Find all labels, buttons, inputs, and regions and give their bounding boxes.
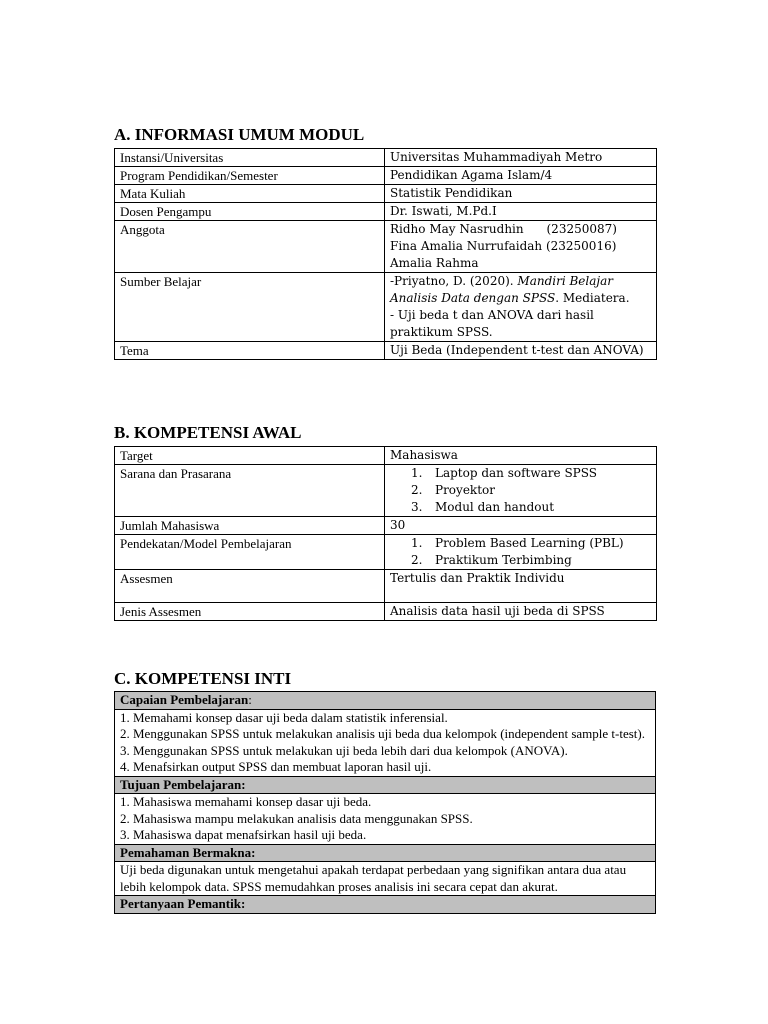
table-row	[115, 221, 657, 273]
list-text: Problem Based Learning (PBL)	[435, 536, 624, 550]
anggota-value	[385, 221, 657, 273]
table-row	[115, 342, 657, 360]
sumber-text: -Priyatno, D. (2020).	[390, 274, 518, 288]
list-text: Modul dan handout	[435, 500, 555, 514]
jenis-label: Jenis Assesmen	[115, 603, 385, 621]
table-row	[115, 203, 657, 221]
anggota-member: Ridho May Nasrudhin (23250087)	[390, 222, 617, 236]
row-value: Universitas Muhammadiyah Metro	[385, 149, 657, 167]
pendekatan-list	[385, 535, 657, 570]
sarana-label: Sarana dan Prasarana	[115, 465, 385, 517]
list-item	[390, 482, 651, 499]
row-label: Dosen Pengampu	[115, 203, 385, 221]
assesmen-label: Assesmen	[115, 570, 385, 603]
row-label: Instansi/Universitas	[115, 149, 385, 167]
section-b-title: B. KOMPETENSI AWAL	[114, 423, 302, 442]
table-row	[115, 603, 657, 621]
sumber-value	[385, 273, 657, 342]
list-text: Laptop dan software SPSS	[435, 466, 597, 480]
capaian-title: Capaian Pembelajaran	[120, 692, 249, 707]
row-value: Statistik Pendidikan	[385, 185, 657, 203]
sumber-line	[390, 273, 651, 290]
list-item: 3. Mahasiswa dapat menafsirkan hasil uji beda.	[120, 827, 367, 842]
anggota-member: Amalia Rahma	[390, 256, 479, 270]
pertanyaan-header: Pertanyaan Pemantik:	[115, 896, 656, 914]
list-number: 1.	[411, 536, 423, 550]
table-row	[115, 465, 657, 517]
kompetensi-inti-table	[114, 691, 656, 914]
pemahaman-header: Pemahaman Bermakna:	[115, 844, 656, 862]
capaian-list	[115, 709, 656, 776]
pemahaman-text: Uji beda digunakan untuk mengetahui apakah terdapat perbedaan yang signifikan antara dua atau lebih kelompok data. SPSS memudahkan proses analisis ini secara cepat dan akurat.	[115, 862, 656, 896]
sumber-line	[390, 290, 651, 307]
list-item: 2. Menggunakan SPSS untuk melakukan analisis uji beda dua kelompok (independent sample t-test).	[120, 726, 645, 741]
sumber-book-title: Mandiri Belajar	[517, 274, 614, 288]
table-row	[115, 149, 657, 167]
jenis-value: Analisis data hasil uji beda di SPSS	[385, 603, 657, 621]
anggota-member: Fina Amalia Nurrufaidah (23250016)	[390, 239, 617, 253]
table-row	[115, 167, 657, 185]
list-text: Proyektor	[435, 483, 495, 497]
table-row	[115, 185, 657, 203]
list-item	[390, 465, 651, 482]
pendekatan-label: Pendekatan/Model Pembelajaran	[115, 535, 385, 570]
list-item: 1. Mahasiswa memahami konsep dasar uji beda.	[120, 794, 372, 809]
info-umum-table	[114, 148, 657, 360]
table-row	[115, 844, 656, 862]
table-row	[115, 692, 656, 710]
sumber-line: - Uji beda t dan ANOVA dari hasil	[390, 308, 594, 322]
row-value: Dr. Iswati, M.Pd.I	[385, 203, 657, 221]
sumber-line: praktikum SPSS.	[390, 325, 493, 339]
assesmen-value: Tertulis dan Praktik Individu	[385, 570, 657, 603]
list-text: Praktikum Terbimbing	[435, 553, 572, 567]
row-label: Program Pendidikan/Semester	[115, 167, 385, 185]
list-item: 3. Menggunakan SPSS untuk melakukan uji beda lebih dari dua kelompok (ANOVA).	[120, 742, 568, 758]
table-row	[115, 862, 656, 896]
tujuan-header: Tujuan Pembelajaran:	[115, 776, 656, 794]
sumber-label: Sumber Belajar	[115, 273, 385, 342]
table-row	[115, 273, 657, 342]
tema-value: Uji Beda (Independent t-test dan ANOVA)	[385, 342, 657, 360]
list-item: 4. Menafsirkan output SPSS dan membuat laporan hasil uji.	[120, 759, 432, 774]
sarana-list	[385, 465, 657, 517]
anggota-label: Anggota	[115, 221, 385, 273]
list-item	[390, 552, 651, 569]
row-label: Mata Kuliah	[115, 185, 385, 203]
sumber-book-title: Analisis Data dengan SPSS	[390, 291, 556, 305]
list-item: 1. Memahami konsep dasar uji beda dalam statistik inferensial.	[120, 709, 448, 725]
list-item	[390, 499, 651, 516]
jumlah-label: Jumlah Mahasiswa	[115, 517, 385, 535]
table-row	[115, 535, 657, 570]
target-value: Mahasiswa	[385, 447, 657, 465]
capaian-colon: :	[248, 692, 252, 707]
list-item	[390, 535, 651, 552]
list-number: 3.	[411, 500, 423, 514]
target-label: Target	[115, 447, 385, 465]
tujuan-list	[115, 794, 656, 845]
list-number: 1.	[411, 466, 423, 480]
table-row	[115, 709, 656, 776]
sumber-text: . Mediatera.	[555, 291, 630, 305]
table-row	[115, 776, 656, 794]
section-c-title: C. KOMPETENSI INTI	[114, 669, 292, 688]
kompetensi-awal-table	[114, 446, 657, 621]
tema-label: Tema	[115, 342, 385, 360]
row-value: Pendidikan Agama Islam/4	[385, 167, 657, 185]
table-row	[115, 896, 656, 914]
table-row	[115, 570, 657, 603]
list-number: 2.	[411, 553, 423, 567]
table-row	[115, 794, 656, 845]
list-item: 2. Mahasiswa mampu melakukan analisis data menggunakan SPSS.	[120, 810, 473, 826]
table-row	[115, 517, 657, 535]
list-number: 2.	[411, 483, 423, 497]
jumlah-value: 30	[385, 517, 657, 535]
table-row	[115, 447, 657, 465]
section-a-title: A. INFORMASI UMUM MODUL	[114, 125, 365, 144]
capaian-header	[115, 692, 656, 710]
